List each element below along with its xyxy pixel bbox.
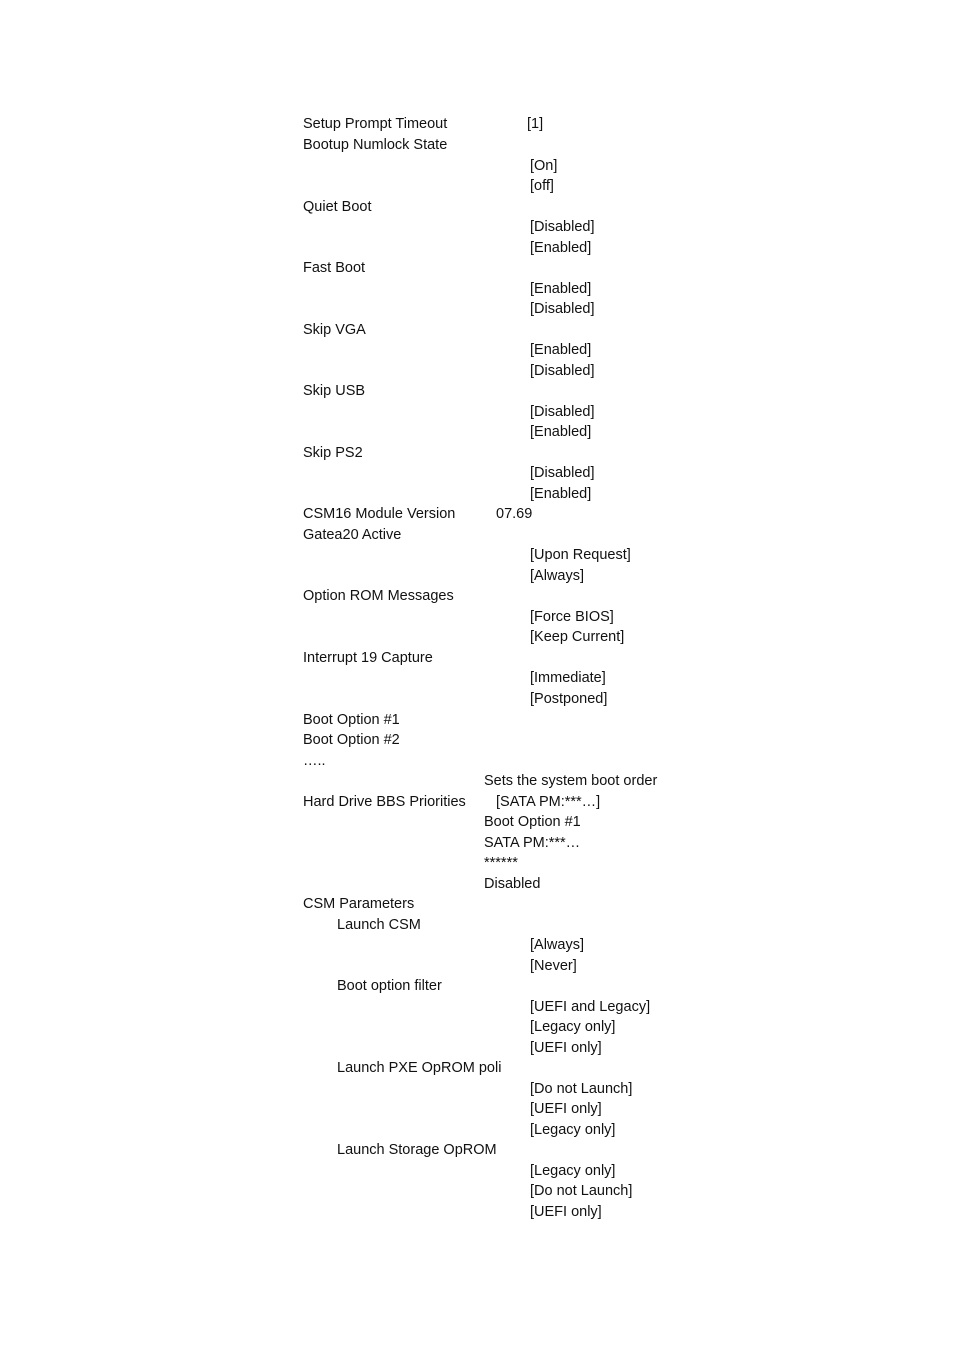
setting-option-rom-messages: Option ROM Messages [303,588,454,604]
setting-skip-ps2: Skip PS2 [303,445,363,461]
value-csm16-module-version: 07.69 [496,506,533,522]
section-csm-parameters: CSM Parameters [303,896,415,912]
option-pxe-legacy-only: [Legacy only] [530,1122,616,1138]
option-filter-legacy-only: [Legacy only] [530,1019,616,1035]
setting-launch-csm: Launch CSM [337,917,421,933]
option-interrupt19-postponed: [Postponed] [530,691,608,707]
setting-interrupt19-capture: Interrupt 19 Capture [303,650,433,666]
setting-boot-option-2: Boot Option #2 [303,732,400,748]
bbs-stars: ****** [484,855,518,871]
option-filter-uefi-only: [UEFI only] [530,1040,602,1056]
setting-gatea20-active: Gatea20 Active [303,527,402,543]
option-numlock-off: [off] [530,178,554,194]
setting-boot-option-1: Boot Option #1 [303,712,400,728]
option-interrupt19-immediate: [Immediate] [530,670,606,686]
option-fast-boot-enabled: [Enabled] [530,281,592,297]
option-storage-legacy-only: [Legacy only] [530,1163,616,1179]
option-pxe-do-not-launch: [Do not Launch] [530,1081,633,1097]
setting-boot-option-filter: Boot option filter [337,978,442,994]
option-skip-usb-disabled: [Disabled] [530,404,595,420]
option-keep-current: [Keep Current] [530,629,625,645]
bbs-disabled: Disabled [484,876,541,892]
option-fast-boot-disabled: [Disabled] [530,301,595,317]
value-sata-pm: [SATA PM:***…] [496,794,601,810]
option-skip-ps2-disabled: [Disabled] [530,465,595,481]
setting-launch-storage-oprom: Launch Storage OpROM [337,1142,497,1158]
option-pxe-uefi-only: [UEFI only] [530,1101,602,1117]
setting-quiet-boot: Quiet Boot [303,199,372,215]
setting-setup-prompt-timeout: Setup Prompt Timeout [303,116,448,132]
setting-bootup-numlock-state: Bootup Numlock State [303,137,448,153]
option-gatea20-always: [Always] [530,568,584,584]
option-numlock-on: [On] [530,158,558,174]
option-gatea20-upon-request: [Upon Request] [530,547,631,563]
option-filter-uefi-and-legacy: [UEFI and Legacy] [530,999,651,1015]
setting-launch-pxe-oprom: Launch PXE OpROM poli [337,1060,502,1076]
option-force-bios: [Force BIOS] [530,609,614,625]
ellipsis-text: ….. [303,753,326,769]
option-storage-do-not-launch: [Do not Launch] [530,1183,633,1199]
option-skip-vga-disabled: [Disabled] [530,363,595,379]
setting-skip-usb: Skip USB [303,383,366,399]
setting-skip-vga: Skip VGA [303,322,366,338]
help-sets-boot-order: Sets the system boot order [484,773,658,789]
option-storage-uefi-only: [UEFI only] [530,1204,602,1220]
value-setup-prompt-timeout: [1] [527,116,544,132]
bbs-boot-option-1: Boot Option #1 [484,814,581,830]
setting-csm16-module-version: CSM16 Module Version [303,506,456,522]
option-skip-vga-enabled: [Enabled] [530,342,592,358]
option-quiet-boot-disabled: [Disabled] [530,219,595,235]
option-launch-csm-never: [Never] [530,958,577,974]
setting-fast-boot: Fast Boot [303,260,366,276]
option-skip-usb-enabled: [Enabled] [530,424,592,440]
option-launch-csm-always: [Always] [530,937,584,953]
option-skip-ps2-enabled: [Enabled] [530,486,592,502]
bbs-sata-pm: SATA PM:***… [484,835,581,851]
setting-hard-drive-bbs-priorities: Hard Drive BBS Priorities [303,794,466,810]
option-quiet-boot-enabled: [Enabled] [530,240,592,256]
